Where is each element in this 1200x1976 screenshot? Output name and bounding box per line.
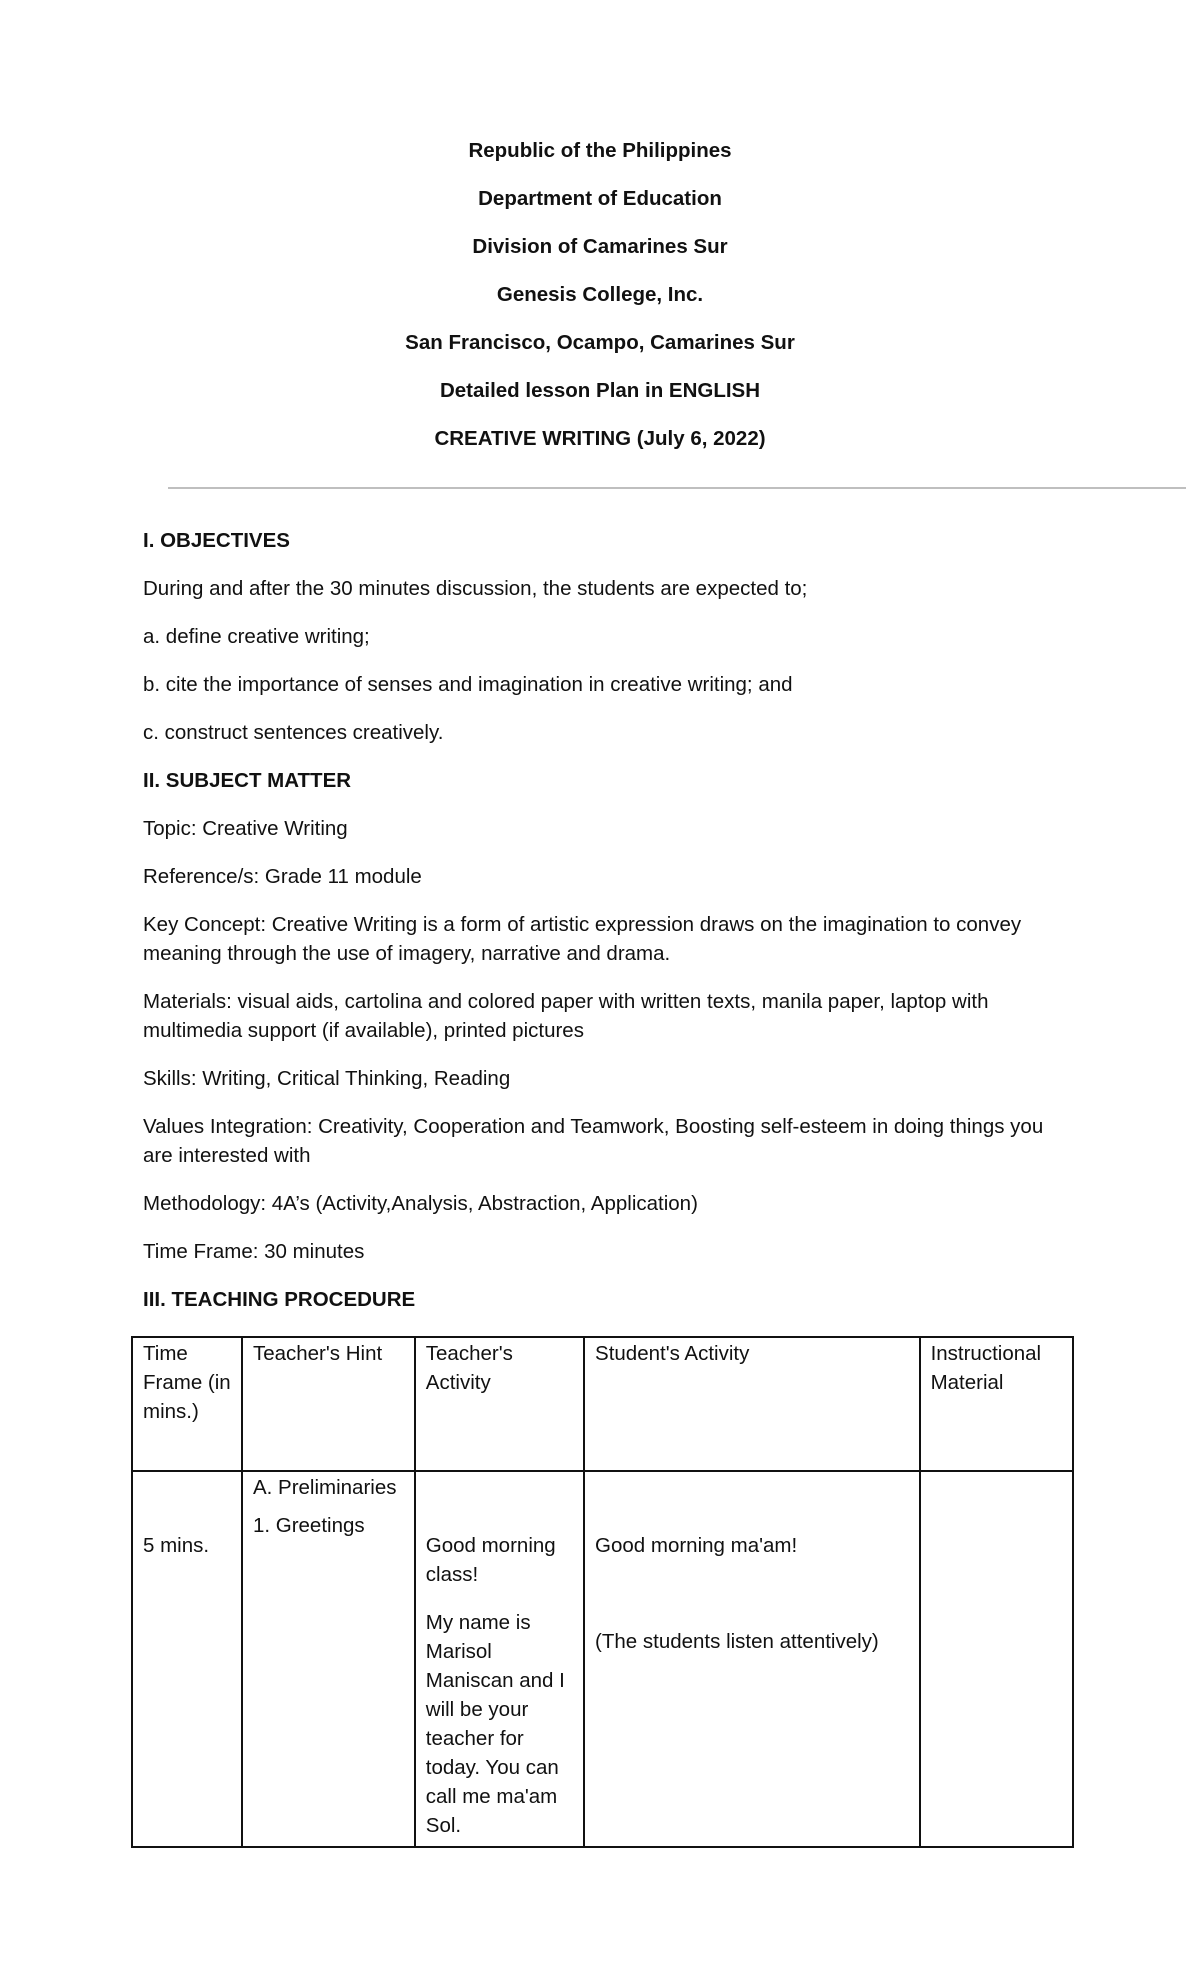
- subject-skills: Skills: Writing, Critical Thinking, Reading: [143, 1067, 511, 1090]
- cell-time-frame: [132, 1471, 242, 1847]
- column-header-instructional-material: Instructional Material: [920, 1337, 1073, 1471]
- header-department: Department of Education: [478, 187, 722, 210]
- objectives-intro: During and after the 30 minutes discussion, the students are expected to;: [143, 577, 808, 600]
- procedure-heading: III. TEACHING PROCEDURE: [143, 1288, 416, 1311]
- teacher-introduction: My name is Marisol Maniscan and I will be your teacher for today. You can call me ma'am Sol.: [425, 1611, 565, 1837]
- subject-topic: Topic: Creative Writing: [143, 817, 348, 840]
- column-header-time-frame: Time Frame (in mins.): [132, 1337, 242, 1471]
- subject-key-concept: Key Concept: Creative Writing is a form of artistic expression draws on the imagination to convey meaning through the use of imagery, narrative and drama.: [143, 913, 1022, 965]
- objective-item: a. define creative writing;: [143, 625, 370, 648]
- header-lesson-title: CREATIVE WRITING (July 6, 2022): [434, 427, 766, 450]
- column-header-teachers-activity: Teacher's Activity: [415, 1337, 584, 1471]
- time-value: 5 mins.: [143, 1534, 210, 1557]
- subject-materials: Materials: visual aids, cartolina and colored paper with written texts, manila paper, laptop with multimedia support (if available), printed pictures: [143, 990, 989, 1042]
- column-header-students-activity: Student's Activity: [584, 1337, 920, 1471]
- document-body: [143, 526, 1078, 1333]
- header-divider: [168, 487, 1186, 489]
- subject-matter-heading: II. SUBJECT MATTER: [143, 769, 352, 792]
- objective-item: b. cite the importance of senses and imagination in creative writing; and: [143, 673, 793, 696]
- document-header: [0, 138, 1200, 474]
- objective-item: c. construct sentences creatively.: [143, 721, 444, 744]
- cell-instructional-material: [920, 1471, 1073, 1847]
- student-response: (The students listen attentively): [595, 1630, 879, 1653]
- column-header-teachers-hint: Teacher's Hint: [242, 1337, 415, 1471]
- table-header-row: [132, 1337, 1073, 1471]
- hint-item: 1. Greetings: [252, 1514, 365, 1537]
- header-address: San Francisco, Ocampo, Camarines Sur: [405, 331, 795, 354]
- subject-references: Reference/s: Grade 11 module: [143, 865, 422, 888]
- subject-time-frame: Time Frame: 30 minutes: [143, 1240, 365, 1263]
- header-country: Republic of the Philippines: [468, 139, 732, 162]
- header-division: Division of Camarines Sur: [472, 235, 728, 258]
- table-row: [132, 1471, 1073, 1847]
- student-greeting: Good morning ma'am!: [595, 1534, 798, 1557]
- header-plan-title: Detailed lesson Plan in ENGLISH: [439, 379, 761, 402]
- teaching-procedure-table: [131, 1336, 1074, 1848]
- header-school: Genesis College, Inc.: [496, 283, 704, 306]
- subject-methodology: Methodology: 4A’s (Activity,Analysis, Abstraction, Application): [143, 1192, 698, 1215]
- subject-values: Values Integration: Creativity, Cooperation and Teamwork, Boosting self-esteem in doing things you are interested with: [143, 1115, 1044, 1167]
- hint-section: A. Preliminaries: [252, 1476, 397, 1499]
- teacher-greeting: Good morning class!: [425, 1534, 556, 1586]
- cell-students-activity: [584, 1471, 920, 1847]
- cell-teachers-activity: [415, 1471, 584, 1847]
- cell-teachers-hint: [242, 1471, 415, 1847]
- objectives-heading: I. OBJECTIVES: [143, 529, 290, 552]
